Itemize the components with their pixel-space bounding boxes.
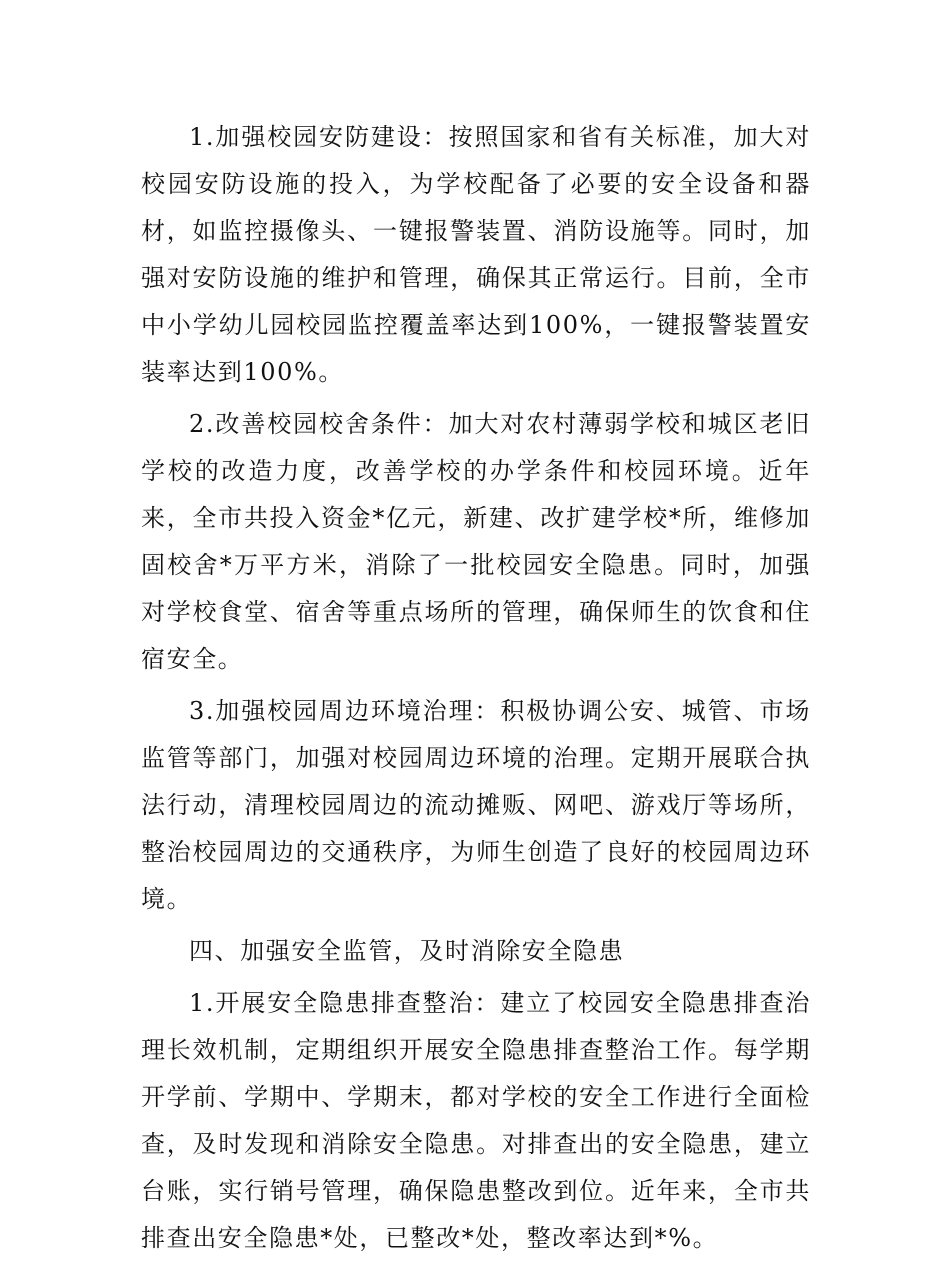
document-body xyxy=(141,114,811,1267)
paragraph-school-building-conditions: 2.改善校园校舍条件：加大对农村薄弱学校和城区老旧学校的改造力度，改善学校的办学条件和校园环境。近年来，全市共投入资金*亿元，新建、改扩建学校*所，维修加固校舍*万平方米，消除了一批校园安全隐患。同时，加强对学校食堂、宿舍等重点场所的管理，确保师生的饮食和住宿安全。 xyxy=(141,410,811,673)
paragraph-campus-security-facilities: 1.加强校园安防建设：按照国家和省有关标准，加大对校园安防设施的投入，为学校配备了必要的安全设备和器材，如监控摄像头、一键报警装置、消防设施等。同时，加强对安防设施的维护和管理，确保其正常运行。目前，全市中小学幼儿园校园监控覆盖率达到100%，一键报警装置安装率达到100%。 xyxy=(141,123,811,386)
paragraph-hazard-inspection: 1.开展安全隐患排查整治：建立了校园安全隐患排查治理长效机制，定期组织开展安全隐患排查整治工作。每学期开学前、学期中、学期末，都对学校的安全工作进行全面检查，及时发现和消除安全隐患。对排查出的安全隐患，建立台账，实行销号管理，确保隐患整改到位。近年来，全市共排查出安全隐患*处，已整改*处，整改率达到*%。 xyxy=(141,989,811,1252)
paragraph-surrounding-environment: 3.加强校园周边环境治理：积极协调公安、城管、市场监管等部门，加强对校园周边环境的治理。定期开展联合执法行动，清理校园周边的流动摊贩、网吧、游戏厅等场所，整治校园周边的交通秩序，为师生创造了良好的校园周边环境。 xyxy=(141,697,811,913)
section-heading-safety-supervision: 四、加强安全监管，及时消除安全隐患 xyxy=(189,937,625,965)
